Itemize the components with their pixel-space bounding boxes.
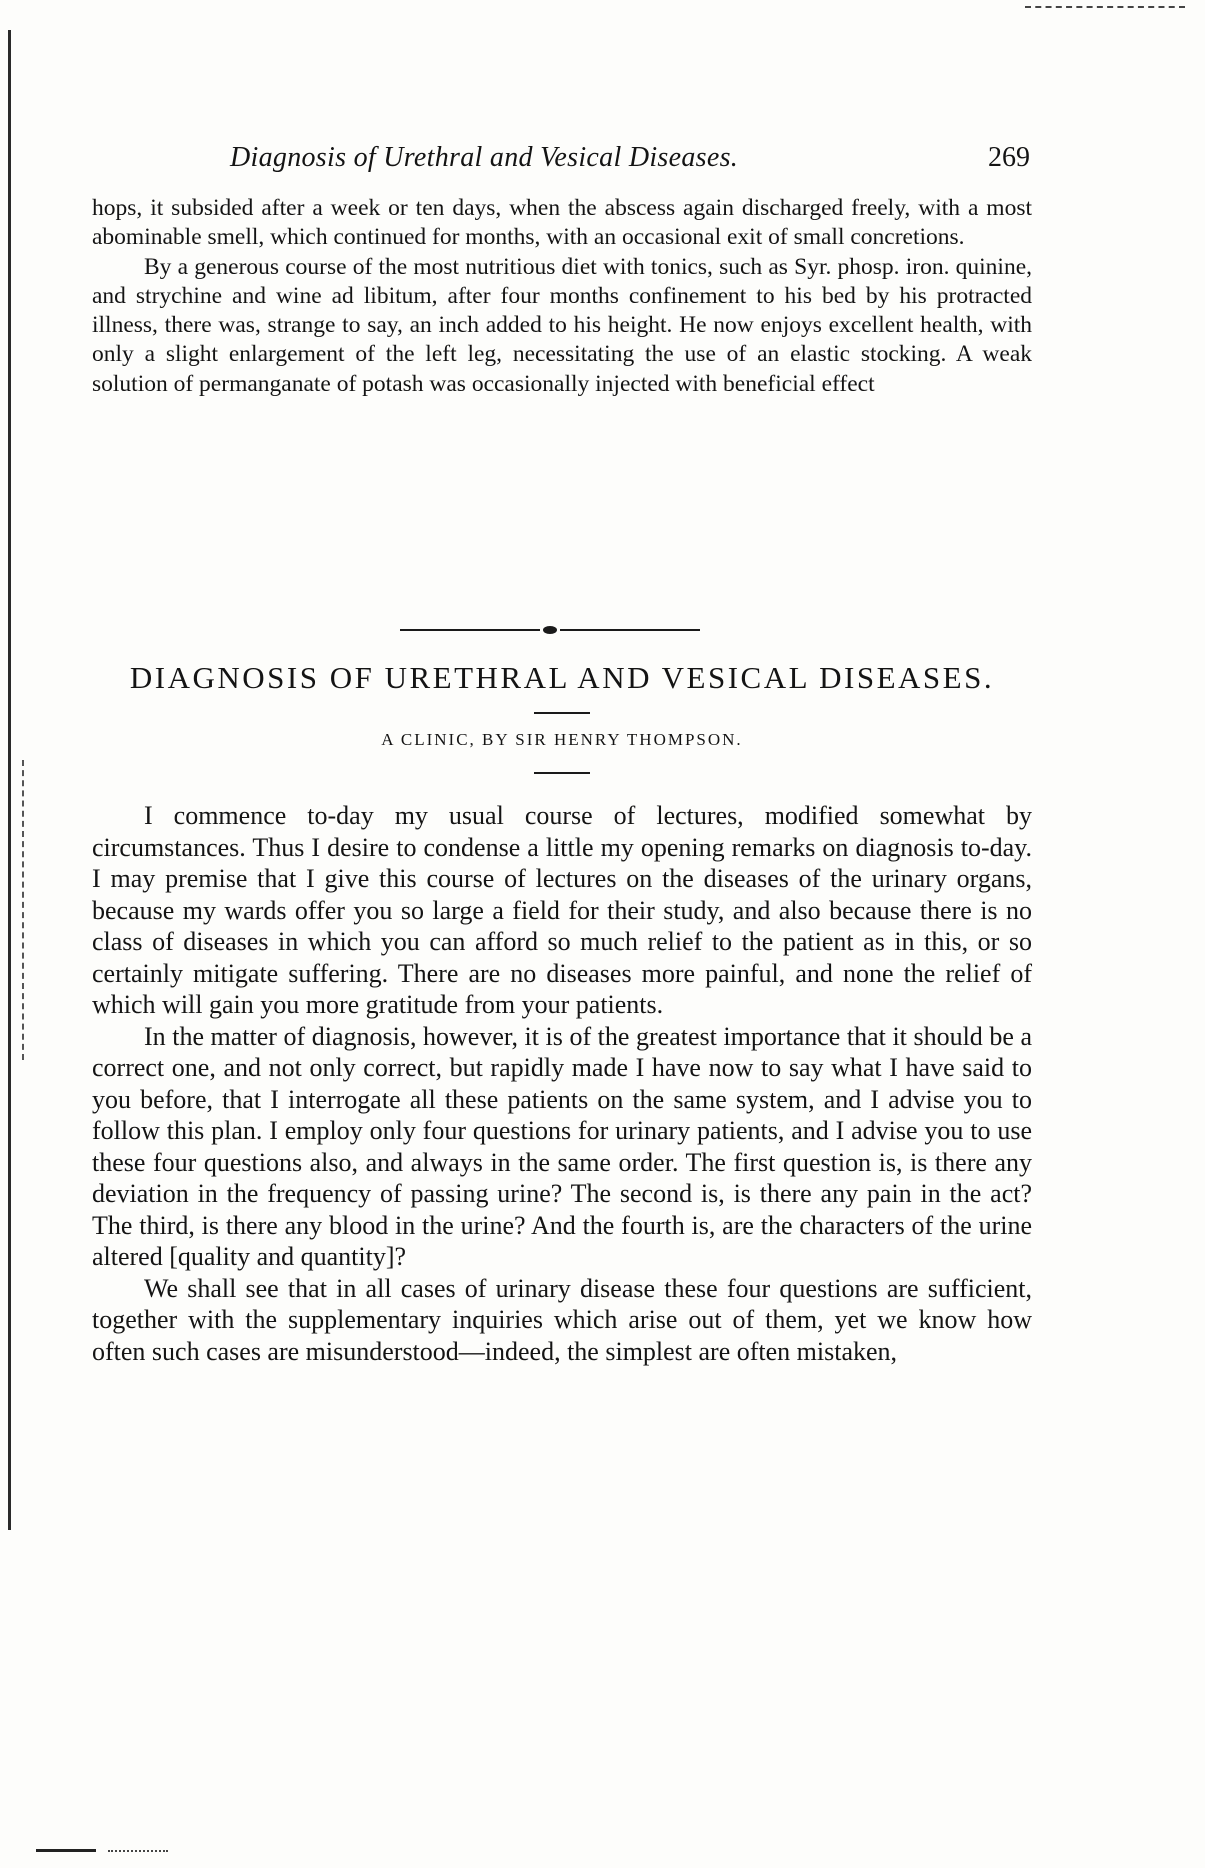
scan-edge-artifact bbox=[8, 30, 11, 1530]
paragraph: hops, it subsided after a week or ten days, when the abscess again discharged freely, with a most abominable smell, which continued for months, with an occasional exit of small concretions. bbox=[92, 195, 1032, 251]
paragraph: By a generous course of the most nutritious diet with tonics, such as Syr. phosp. iron. quinine, and strychine and wine ad libitum, after four months confinement to his bed by his protracted illness, there was, strange to say, an inch added to his height. He now enjoys excellent health, with only a slight enlargement of the left leg, necessitating the use of an elastic stocking. A weak solution of permanganate of potash was occasionally injected with beneficial effect bbox=[92, 253, 1032, 397]
paragraph: I commence to-day my usual course of lectures, modified somewhat by circumstances. Thus I desire to condense a little my opening remarks on diagnosis to-day. I may premise that I give this course of lectures on the diseases of the urinary organs, because my wards offer you so large a field for their study, and also because there is no class of diseases in which you can afford so much relief to the patient as in this, or so certainly mitigate suffering. There are no diseases more painful, and none the relief of which will gain you more gratitude from your patients. bbox=[92, 801, 1032, 1019]
scan-edge-dots-artifact bbox=[22, 760, 24, 1060]
section-ornament bbox=[400, 626, 700, 634]
running-header bbox=[230, 142, 1030, 182]
article-title: DIAGNOSIS OF URETHRAL AND VESICAL DISEASES. bbox=[129, 660, 995, 695]
scan-bottom-dots-artifact bbox=[108, 1850, 168, 1852]
scan-top-artifact bbox=[1025, 6, 1185, 8]
ornament-dot bbox=[543, 626, 557, 634]
paragraph: We shall see that in all cases of urinary disease these four questions are sufficient, together with the supplementary inquiries which arise out of them, yet we know how often such cases are misunderstood—indeed, the simplest are often mistaken, bbox=[92, 1273, 1032, 1366]
paragraph: In the matter of diagnosis, however, it is of the greatest importance that it should be a correct one, and not only correct, but rapidly made I have now to say what I have said to you before, that I interrogate all these patients on the same system, and I advise you to follow this plan. I employ only four questions for urinary patients, and I advise you to use these four questions also, and always in the same order. The first question is, is there any deviation in the frequency of passing urine? The second is, is there any pain in the act? The third, is there any blood in the urine? And the fourth is, are the characters of the urine altered [quality and quantity]? bbox=[92, 1021, 1032, 1271]
running-title: Diagnosis of Urethral and Vesical Diseases. bbox=[230, 142, 739, 173]
article-byline: A CLINIC, BY SIR HENRY THOMPSON. bbox=[381, 730, 743, 749]
article-body bbox=[92, 800, 1032, 1367]
page-number: 269 bbox=[988, 142, 1030, 173]
title-rule bbox=[534, 712, 590, 714]
ornament-rule-left bbox=[400, 629, 540, 631]
case-report-text bbox=[92, 194, 1032, 399]
byline-rule bbox=[534, 772, 590, 774]
ornament-rule-right bbox=[560, 629, 700, 631]
scan-bottom-artifact bbox=[36, 1849, 96, 1852]
